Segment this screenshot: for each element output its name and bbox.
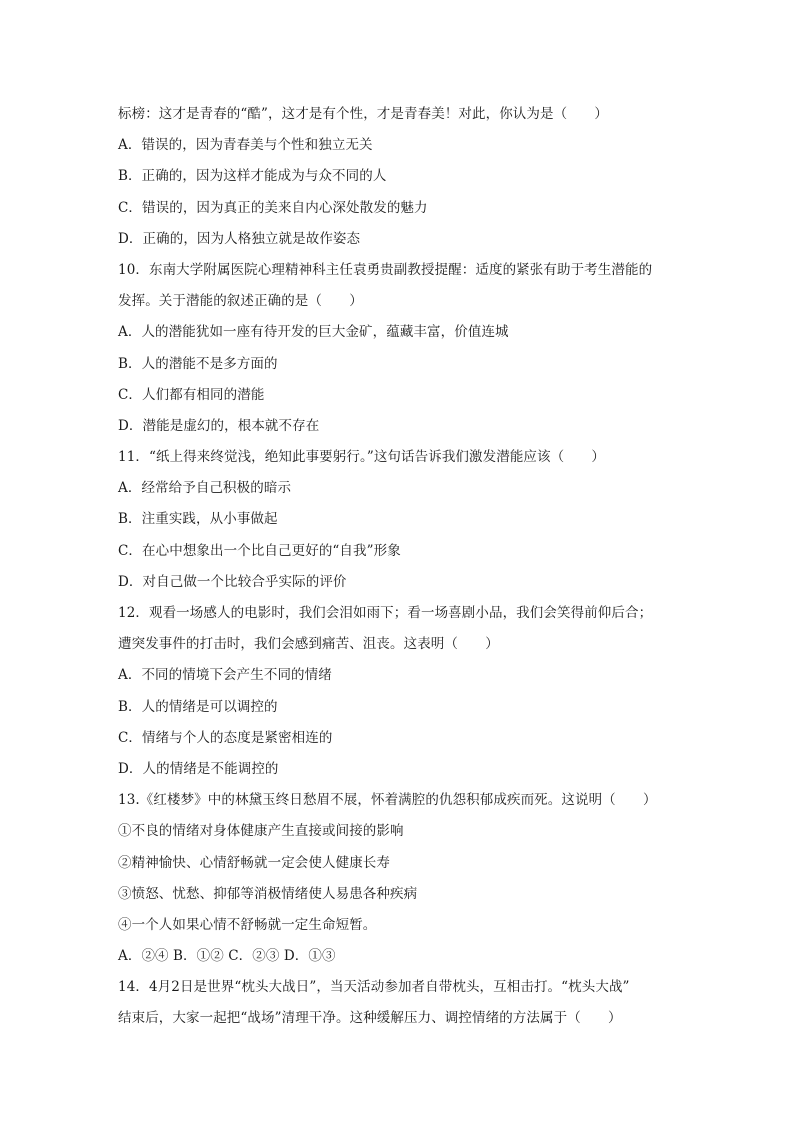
option-line: B．注重实践，从小事做起 [118, 511, 278, 528]
option-line: C．情绪与个人的态度是紧密相连的 [118, 729, 333, 746]
option-line: B．人的潜能不是多方面的 [118, 355, 278, 372]
option-line: D．正确的，因为人格独立就是故作姿态 [118, 230, 361, 247]
statement-line: ②精神愉快、心情舒畅就一定会使人健康长寿 [118, 854, 390, 871]
question-10: 10．东南大学附属医院心理精神科主任袁勇贵副教授提醒：适度的紧张有助于考生潜能的 [118, 261, 653, 278]
option-line: B．正确的，因为这样才能成为与众不同的人 [118, 168, 387, 185]
option-line: A．经常给予自己积极的暗示 [118, 480, 292, 497]
option-line: B．人的情绪是可以调控的 [118, 698, 278, 715]
question-13: 13.《红楼梦》中的林黛玉终日愁眉不展，怀着满腔的仇怨积郁成疾而死。这说明（ ） [118, 792, 657, 809]
option-line: A．错误的，因为青春美与个性和独立无关 [118, 137, 373, 154]
text-line: 标榜：这才是青春的“酷”，这才是有个性，才是青春美！对此，你认为是（ ） [118, 106, 609, 122]
statement-line: ③愤怒、忧愁、抑郁等消极情绪使人易患各种疾病 [118, 885, 418, 902]
question-11: 11．“纸上得来终觉浅，绝知此事要躬行。”这句话告诉我们激发潜能应该（ ） [118, 449, 606, 466]
question-12: 12．观看一场感人的电影时，我们会泪如雨下；看一场喜剧小品，我们会笑得前仰后合； [118, 605, 653, 621]
option-line: C．在心中想象出一个比自己更好的“自我”形象 [118, 542, 401, 559]
text-line: 结束后，大家一起把“战场”清理干净。这种缓解压力、调控情绪的方法属于（ ） [118, 1010, 622, 1027]
question-14: 14．4月2日是世界“枕头大战日”，当天活动参加者自带枕头，互相击打。“枕头大战” [118, 979, 630, 996]
option-line: A．人的潜能犹如一座有待开发的巨大金矿，蕴藏丰富，价值连城 [118, 324, 509, 341]
question-text-block [118, 99, 678, 1035]
text-line: 发挥。关于潜能的叙述正确的是（ ） [118, 293, 363, 310]
statement-line: ①不良的情绪对身体健康产生直接或间接的影响 [118, 823, 404, 840]
option-line: D．潜能是虚幻的，根本就不存在 [118, 417, 320, 434]
statement-line: ④一个人如果心情不舒畅就一定生命短暂。 [118, 916, 377, 933]
option-line: D．对自己做一个比较合乎实际的评价 [118, 573, 347, 590]
option-line: D．人的情绪是不能调控的 [118, 760, 279, 777]
option-line: A．不同的情境下会产生不同的情绪 [118, 667, 332, 684]
option-line: C．错误的，因为真正的美来自内心深处散发的魅力 [118, 199, 428, 216]
text-line: 遭突发事件的打击时，我们会感到痛苦、沮丧。这表明（ ） [118, 636, 499, 653]
option-line: C．人们都有相同的潜能 [118, 386, 265, 403]
option-line: A．②④ B．①② C．②③ D．①③ [118, 948, 336, 965]
